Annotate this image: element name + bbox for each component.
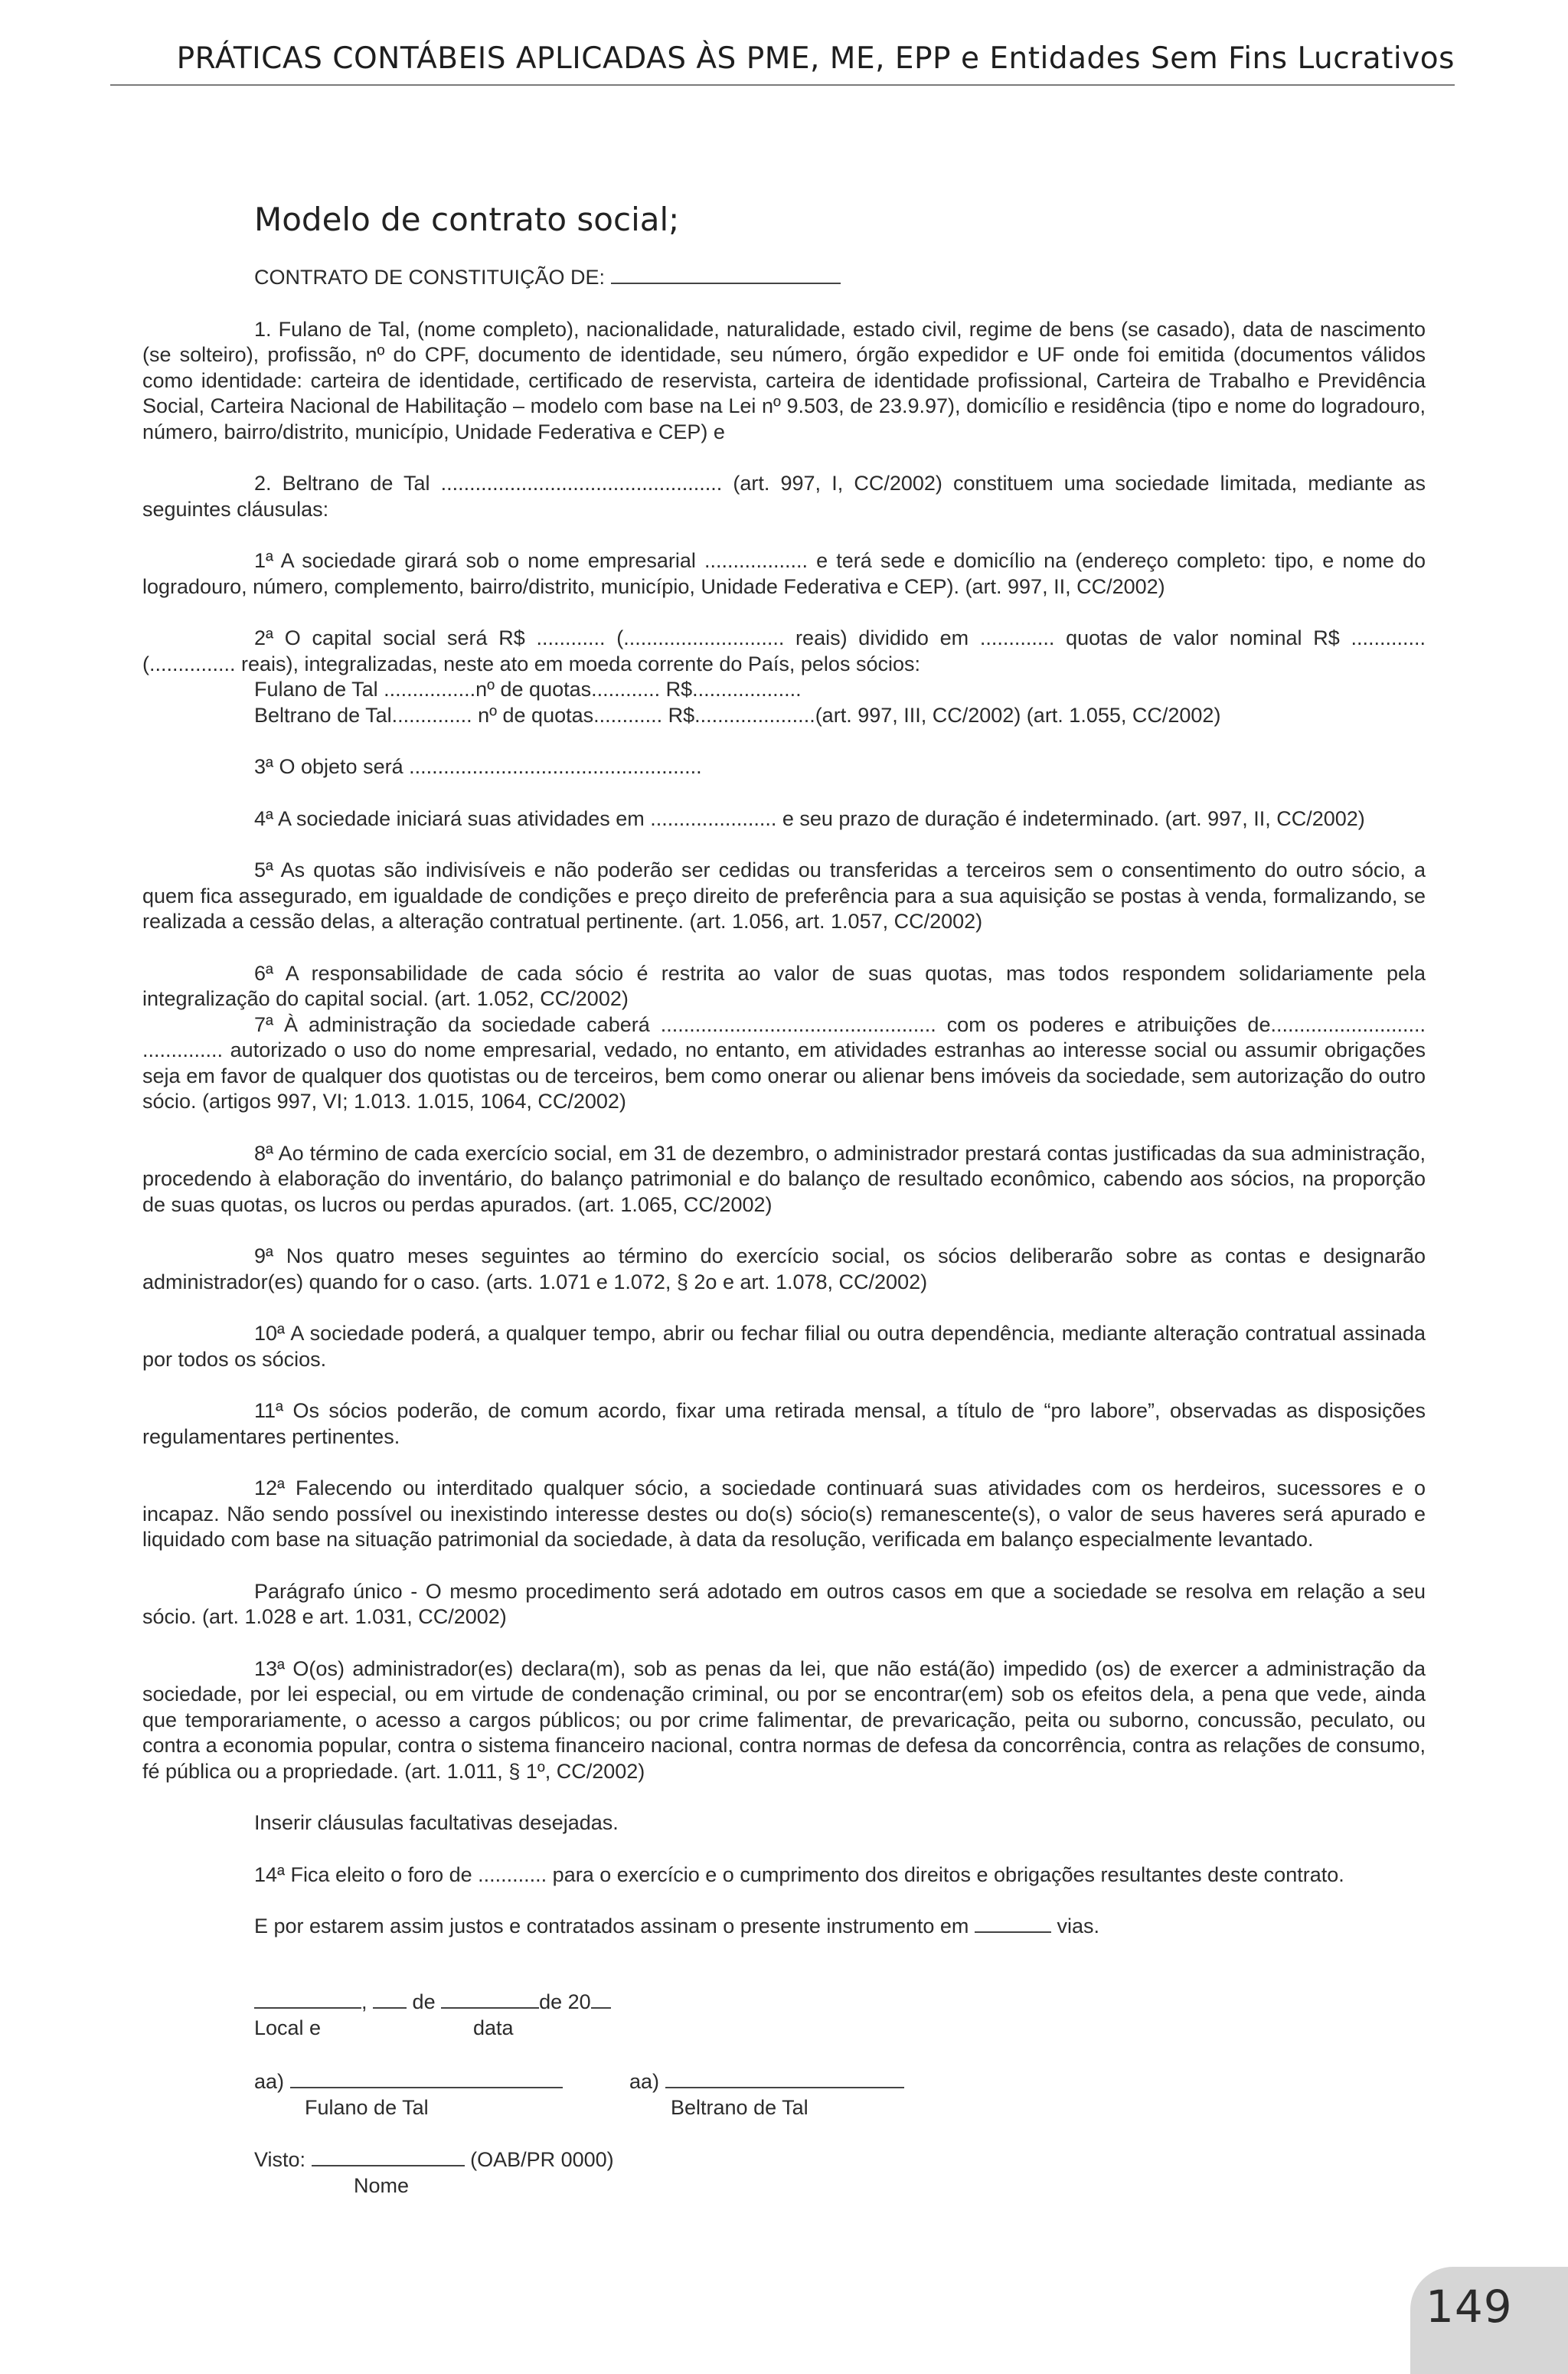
signer-1-name: Fulano de Tal — [305, 2096, 429, 2119]
signature-2-prefix: aa) — [629, 2070, 660, 2093]
local-blank — [254, 1990, 361, 2009]
clause-2-partner-2: Beltrano de Tal.............. nº de quotas............ R$.....................(art. 997, III, CC/2002) (art. 1.055, CC/2002) — [254, 703, 1221, 727]
clause-11: 11ª Os sócios poderão, de comum acordo, fixar uma retirada mensal, a título de “pro labore”, observadas as disposições regulamentares pertinentes. — [142, 1399, 1426, 1448]
clause-6: 6ª A responsabilidade de cada sócio é restrita ao valor de suas quotas, mas todos respondem solidariamente pela integralização do capital social. (art. 1.052, CC/2002) — [142, 961, 1426, 1010]
clause-3: 3ª O objeto será ................................................... — [254, 755, 702, 778]
month-blank — [441, 1990, 539, 2009]
page-number: 149 — [1426, 2281, 1513, 2333]
clause-10: 10ª A sociedade poderá, a qualquer tempo, abrir ou fechar filial ou outra dependência, mediante alteração contratual assinada por todos os sócios. — [142, 1322, 1426, 1371]
signature-1-prefix: aa) — [254, 2070, 285, 2093]
contract-name-blank — [611, 266, 841, 284]
signature-1-blank — [290, 2070, 563, 2088]
date-year-prefix: de 20 — [539, 1990, 591, 2013]
visto-name-label: Nome — [354, 2174, 410, 2197]
clause-7: 7ª À administração da sociedade caberá ................................................ com os poderes e atribuições de........................... .............. autorizado o uso do nome empresarial, vedado, no entanto, em atividades estranhas ao interesse social ou assumir obrigações seja em favor de qualquer dos quotistas ou de terceiros, bem como onerar ou alienar bens imóveis da sociedade, sem autorização do outro sócio. (artigos 997, VI; 1.013. 1.015, 1064, CC/2002) — [142, 1012, 1426, 1113]
closing-line — [142, 1914, 1426, 1940]
document-body — [142, 265, 1426, 1966]
paragraph-1: 1. Fulano de Tal, (nome completo), nacionalidade, naturalidade, estado civil, regime de bens (se casado), data de nascimento (se solteiro), profissão, nº do CPF, documento de identidade, seu número, órgão expedidor e UF onde foi emitida (documentos válidos como identidade: carteira de identidade, certificado de reservista, carteira de identidade profissional, Carteira de Trabalho e Previdência Social, Carteira Nacional de Habilitação – modelo com base na Lei nº 9.503, de 23.9.97), domicílio e residência (tipo e nome do logradouro, número, bairro/distrito, município, Unidade Federativa e CEP) e — [142, 317, 1426, 443]
closing-text: E por estarem assim justos e contratados assinam o presente instrumento em — [254, 1915, 969, 1937]
date-separator: , — [361, 1990, 368, 2013]
clause-1: 1ª A sociedade girará sob o nome empresarial .................. e terá sede e domicílio na (endereço completo: tipo, e nome do logradouro, número, complemento, bairro/distrito, município, Unidade Federativa e CEP). (art. 997, II, CC/2002) — [142, 549, 1426, 598]
visto-label: Visto: — [254, 2148, 306, 2171]
signature-2-blank — [665, 2070, 904, 2088]
signer-2-name: Beltrano de Tal — [671, 2096, 808, 2119]
date-de: de — [412, 1990, 436, 2013]
local-label: Local e — [254, 2016, 322, 2039]
contract-label-line — [142, 265, 1426, 291]
day-blank — [373, 1990, 407, 2009]
paragrafo-unico: Parágrafo único - O mesmo procedimento será adotado em outros casos em que a sociedade se resolva em relação a seu sócio. (art. 1.028 e art. 1.031, CC/2002) — [142, 1579, 1426, 1628]
year-blank — [591, 1990, 611, 2009]
signature-line-2 — [629, 2069, 904, 2095]
running-header: PRÁTICAS CONTÁBEIS APLICADAS ÀS PME, ME, EPP e Entidades Sem Fins Lucrativos — [176, 41, 1455, 76]
clause-2: 2ª O capital social será R$ ............ (............................ reais) dividido em ............. quotas de valor nominal R$ ............. (............... reais), integralizadas, neste ato em moeda corrente do País, pelos sócios: — [142, 626, 1426, 675]
oab-number: (OAB/PR 0000) — [470, 2148, 614, 2171]
header-rule — [110, 84, 1455, 86]
copies-blank — [975, 1915, 1051, 1933]
clause-8: 8ª Ao término de cada exercício social, em 31 de dezembro, o administrador prestará contas justificadas da sua administração, procedendo à elaboração do inventário, do balanço patrimonial e do balanço de resultado econômico, cabendo aos sócios, na proporção de suas quotas, os lucros ou perdas apurados. (art. 1.065, CC/2002) — [142, 1141, 1426, 1216]
data-label: data — [473, 2016, 514, 2039]
visto-blank — [312, 2148, 465, 2166]
contract-label: CONTRATO DE CONSTITUIÇÃO DE: — [254, 266, 606, 289]
clause-9: 9ª Nos quatro meses seguintes ao término do exercício social, os sócios deliberarão sobre as contas e designarão administrador(es) quando for o caso. (arts. 1.071 e 1.072, § 2o e art. 1.078, CC/2002) — [142, 1244, 1426, 1293]
clause-14: 14ª Fica eleito o foro de ............ para o exercício e o cumprimento dos direitos e obrigações resultantes deste contrato. — [254, 1862, 1344, 1886]
closing-vias: vias. — [1057, 1915, 1099, 1937]
clause-2-partner-1: Fulano de Tal ................nº de quotas............ R$................... — [254, 678, 802, 701]
document-title: Modelo de contrato social; — [254, 201, 680, 238]
clause-5: 5ª As quotas são indivisíveis e não poderão ser cedidas ou transferidas a terceiros sem o consentimento do outro sócio, a quem fica assegurado, em igualdade de condições e preço direito de preferência para a sua aquisição se postas à venda, formalizando, se realizada a cessão delas, a alteração contratual pertinente. (art. 1.056, art. 1.057, CC/2002) — [142, 858, 1426, 933]
clause-4: 4ª A sociedade iniciará suas atividades em ...................... e seu prazo de duração é indeterminado. (art. 997, II, CC/2002) — [254, 806, 1365, 830]
visto-line — [254, 2147, 614, 2173]
clause-13: 13ª O(os) administrador(es) declara(m), sob as penas da lei, que não está(ão) impedido (os) de exercer a administração da sociedade, por lei especial, ou em virtude de condenação criminal, ou por se encontrar(em) sob os efeitos dela, a pena que vede, ainda que temporariamente, o acesso a cargos públicos; ou por crime falimentar, de prevaricação, peita ou suborno, concussão, peculato, ou contra a economia popular, contra o sistema financeiro nacional, contra normas de defesa da concorrência, contra as relações de consumo, fé pública ou a propriedade. (art. 1.011, § 1º, CC/2002) — [142, 1656, 1426, 1783]
clause-12: 12ª Falecendo ou interditado qualquer sócio, a sociedade continuará suas atividades com os herdeiros, sucessores e o incapaz. Não sendo possível ou inexistindo interesse destes ou do(s) sócio(s) remanescente(s), o valor de seus haveres será apurado e liquidado com base na situação patrimonial da sociedade, à data da resolução, verificada em balanço especialmente levantado. — [142, 1476, 1426, 1551]
paragraph-2: 2. Beltrano de Tal ................................................. (art. 997, I, CC/2002) constituem uma sociedade limitada, mediante as seguintes cláusulas: — [142, 472, 1426, 521]
signature-line-1 — [254, 2069, 563, 2095]
date-line — [254, 1990, 611, 2016]
optional-clauses-note: Inserir cláusulas facultativas desejadas. — [254, 1811, 619, 1834]
